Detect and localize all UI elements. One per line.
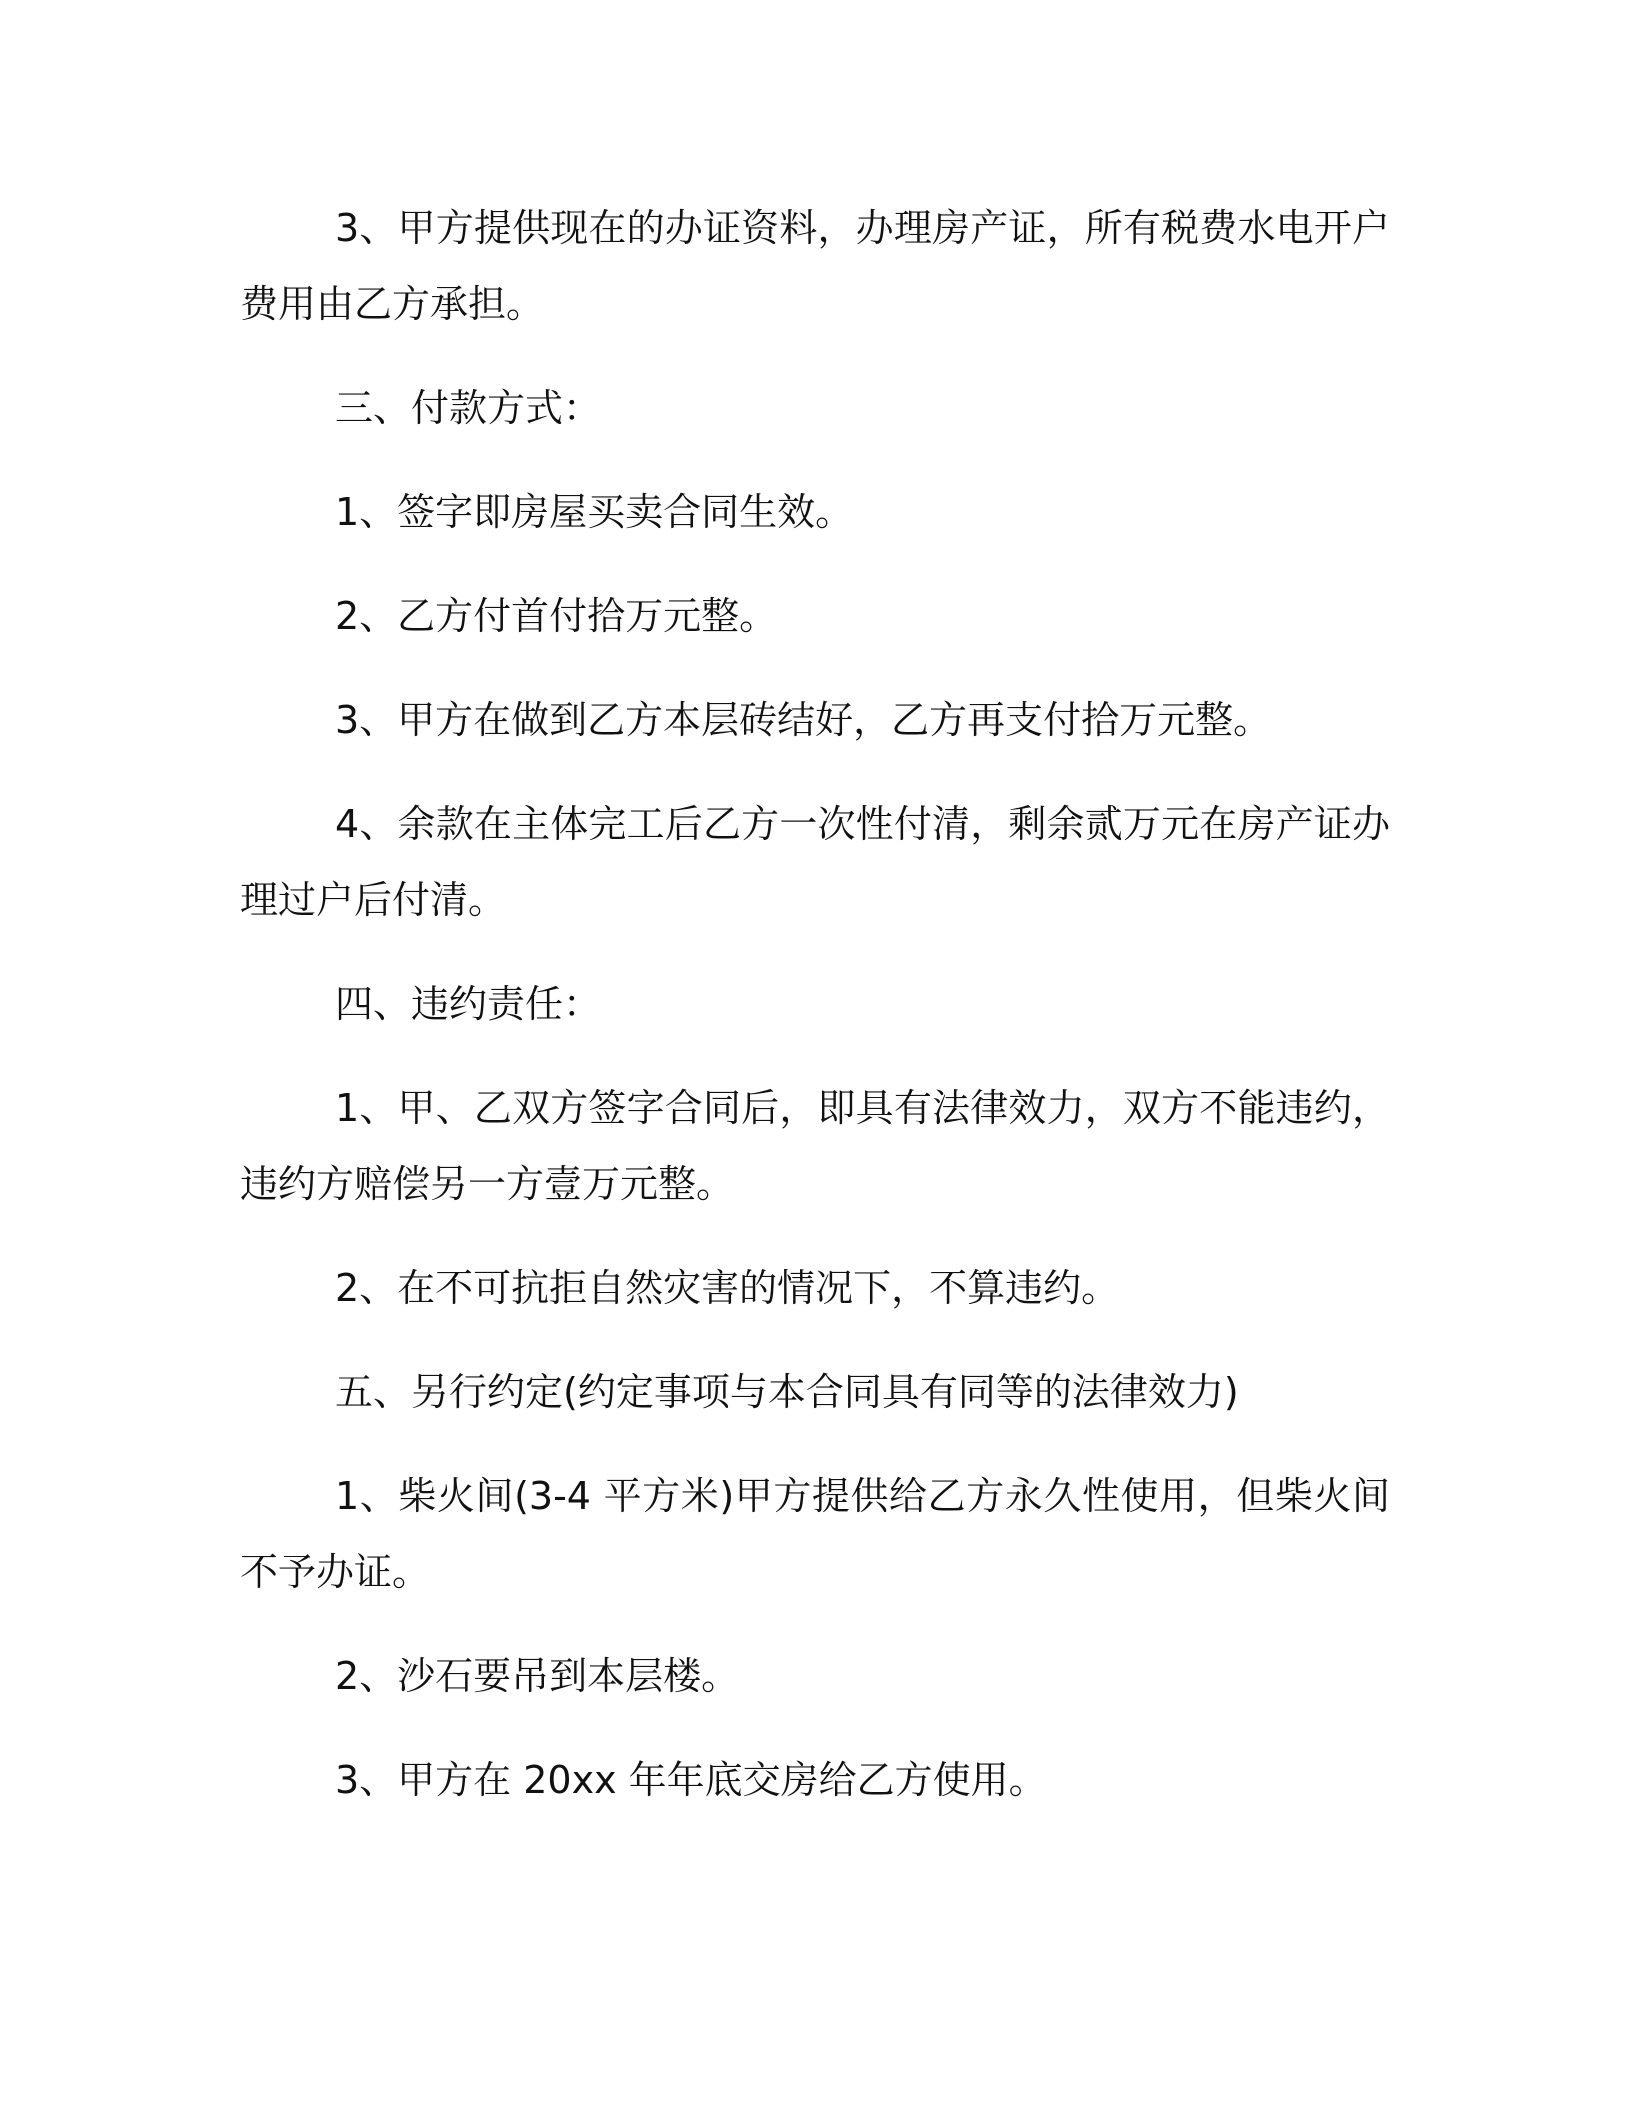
paragraph-payment-1: 1、签字即房屋买卖合同生效。	[335, 490, 854, 534]
section-heading-breach: 四、违约责任：	[335, 982, 602, 1026]
section-heading-payment: 三、付款方式：	[335, 386, 602, 430]
paragraph-tax-fees: 3、甲方提供现在的办证资料，办理房产证，所有税费水电开户费用由乙方承担。	[240, 206, 1390, 326]
paragraph-payment-3: 3、甲方在做到乙方本层砖结好，乙方再支付拾万元整。	[335, 698, 1272, 742]
paragraph-other-2: 2、沙石要吊到本层楼。	[335, 1654, 740, 1698]
paragraph-other-1: 1、柴火间(3-4 平方米)甲方提供给乙方永久性使用，但柴火间不予办证。	[240, 1474, 1390, 1594]
paragraph-breach-1: 1、甲、乙双方签字合同后，即具有法律效力，双方不能违约，违约方赔偿另一方壹万元整。	[240, 1086, 1390, 1206]
paragraph-breach-2: 2、在不可抗拒自然灾害的情况下，不算违约。	[335, 1266, 1120, 1310]
paragraph-payment-2: 2、乙方付首付拾万元整。	[335, 594, 778, 638]
section-heading-other-terms: 五、另行约定(约定事项与本合同具有同等的法律效力)	[335, 1370, 1239, 1414]
document-body	[240, 190, 1390, 1846]
paragraph-other-3: 3、甲方在 20xx 年年底交房给乙方使用。	[335, 1758, 1047, 1802]
paragraph-payment-4: 4、余款在主体完工后乙方一次性付清，剩余贰万元在房产证办理过户后付清。	[240, 802, 1390, 922]
